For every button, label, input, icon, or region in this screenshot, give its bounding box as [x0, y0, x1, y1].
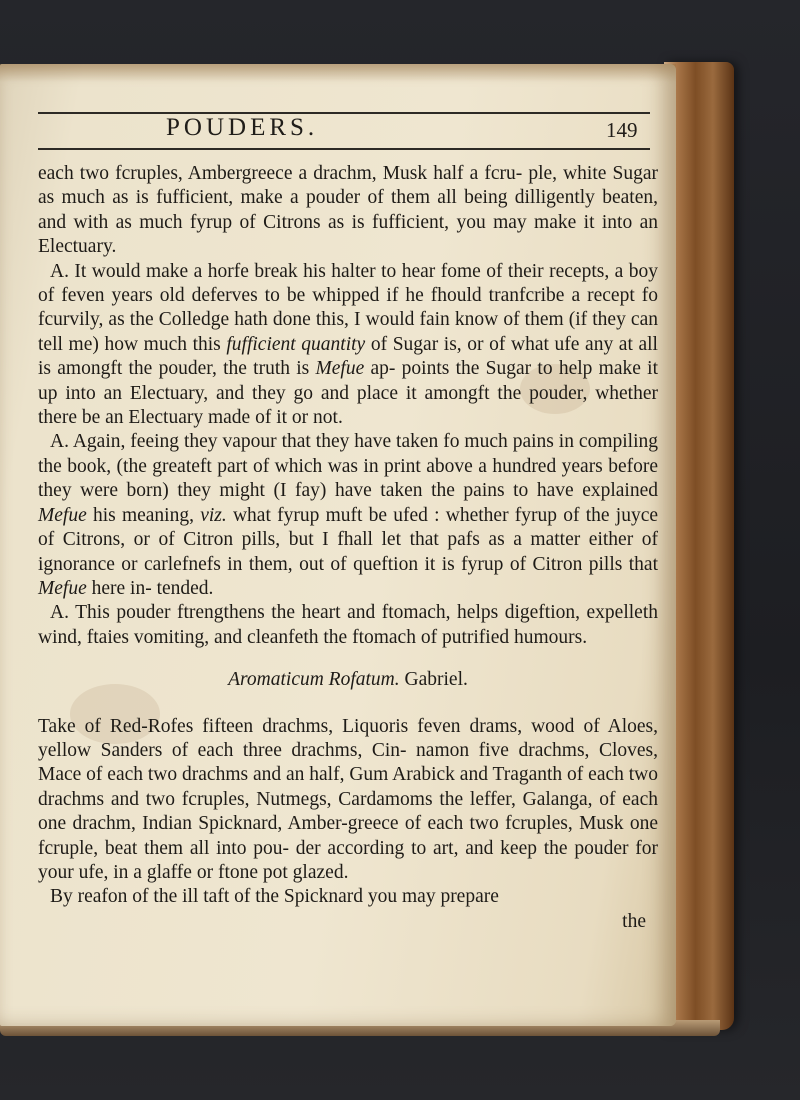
recipe-name: Aromaticum Rofatum. — [228, 669, 400, 691]
catchword: the — [622, 910, 646, 932]
page-number: 149 — [606, 118, 638, 142]
body-text — [38, 162, 658, 934]
italic-run: fufficient quantity — [226, 333, 366, 355]
text-run: A. Again, feeing they vapour that they have taken fo much pains in compiling the book, (the greateft part of which was in print above a hundred years before they were born) they might (I fay) have taken the pains to have explained — [38, 431, 658, 502]
bottom-rule — [38, 148, 650, 150]
book-page — [0, 64, 676, 1026]
paragraph-recipe: Take of Red-Rofes fifteen drachms, Liquoris feven drams, wood of Aloes, yellow Sanders of each three drachms, Cin- namon five drachms, Cloves, Mace of each two drachms and an half, Gum Arabick and Traganth of each two drachms and two fcruples, Nutmegs, Cardamoms the leffer, Galanga, of each one drachm, Indian Spicknard, Amber-greece of each two fcruples, Musk one fcruple, beat them all into pou- der according to art, and keep the pouder for your ufe, in a glaffe or ftone pot glazed. — [38, 715, 659, 883]
text-run: ap- points the Sugar to help make it up into an Electuary, and they go and place it amongft the pouder, whether there be an Electuary made of it or not. — [38, 358, 658, 429]
italic-run: Mefue — [38, 577, 87, 599]
paragraph-virtues: A. This pouder ftrengthens the heart and ftomach, helps digeftion, expelleth wind, ftaies vomiting, and cleanfeth the ftomach of putrified humours. — [38, 602, 658, 648]
text-run: A. It would make a horfe break his halter to hear fome of their recepts, a boy of feven years old deferves to be whipped if he fhould tranfcribe a recept fo fcurvily, as the Colledge hath done this, I would fain know of them (if they can tell me) how much this — [38, 260, 658, 355]
text-run: here in- tended. — [86, 577, 214, 599]
italic-run: Mefue — [38, 504, 87, 526]
text-run: his meaning, — [86, 504, 201, 526]
page-title: POUDERS. — [166, 114, 319, 141]
text-run: what fyrup muft be ufed : whether fyrup of the juyce of Citrons, or of Citron pills, but I fhall let that pafs as a matter either of ignorance or carlefnefs in them, out of queftion it is fyrup of Citron pills that — [38, 504, 659, 575]
paragraph-commentary-1 — [38, 260, 658, 431]
italic-run: Mefue — [315, 358, 365, 380]
running-head — [38, 112, 658, 140]
paragraph-recipe-end: each two fcruples, Ambergreece a drachm, Musk half a fcru- ple, white Sugar as much as is fufficient, make a pouder of them all being dilligently beaten, and with as much fyrup of Citrons as is fufficient, you may make it into an Electuary. — [38, 163, 658, 258]
top-rule — [38, 112, 650, 114]
paragraph-commentary-2 — [38, 430, 658, 601]
recipe-author: Gabriel. — [404, 669, 468, 691]
recipe-heading — [38, 668, 658, 692]
italic-run: viz. — [200, 504, 227, 526]
text-run: of Sugar is, or of what ufe any at all is amongft the pouder, the truth is — [38, 333, 658, 380]
paragraph-last-line: By reafon of the ill taft of the Spicknard you may prepare — [50, 886, 499, 908]
